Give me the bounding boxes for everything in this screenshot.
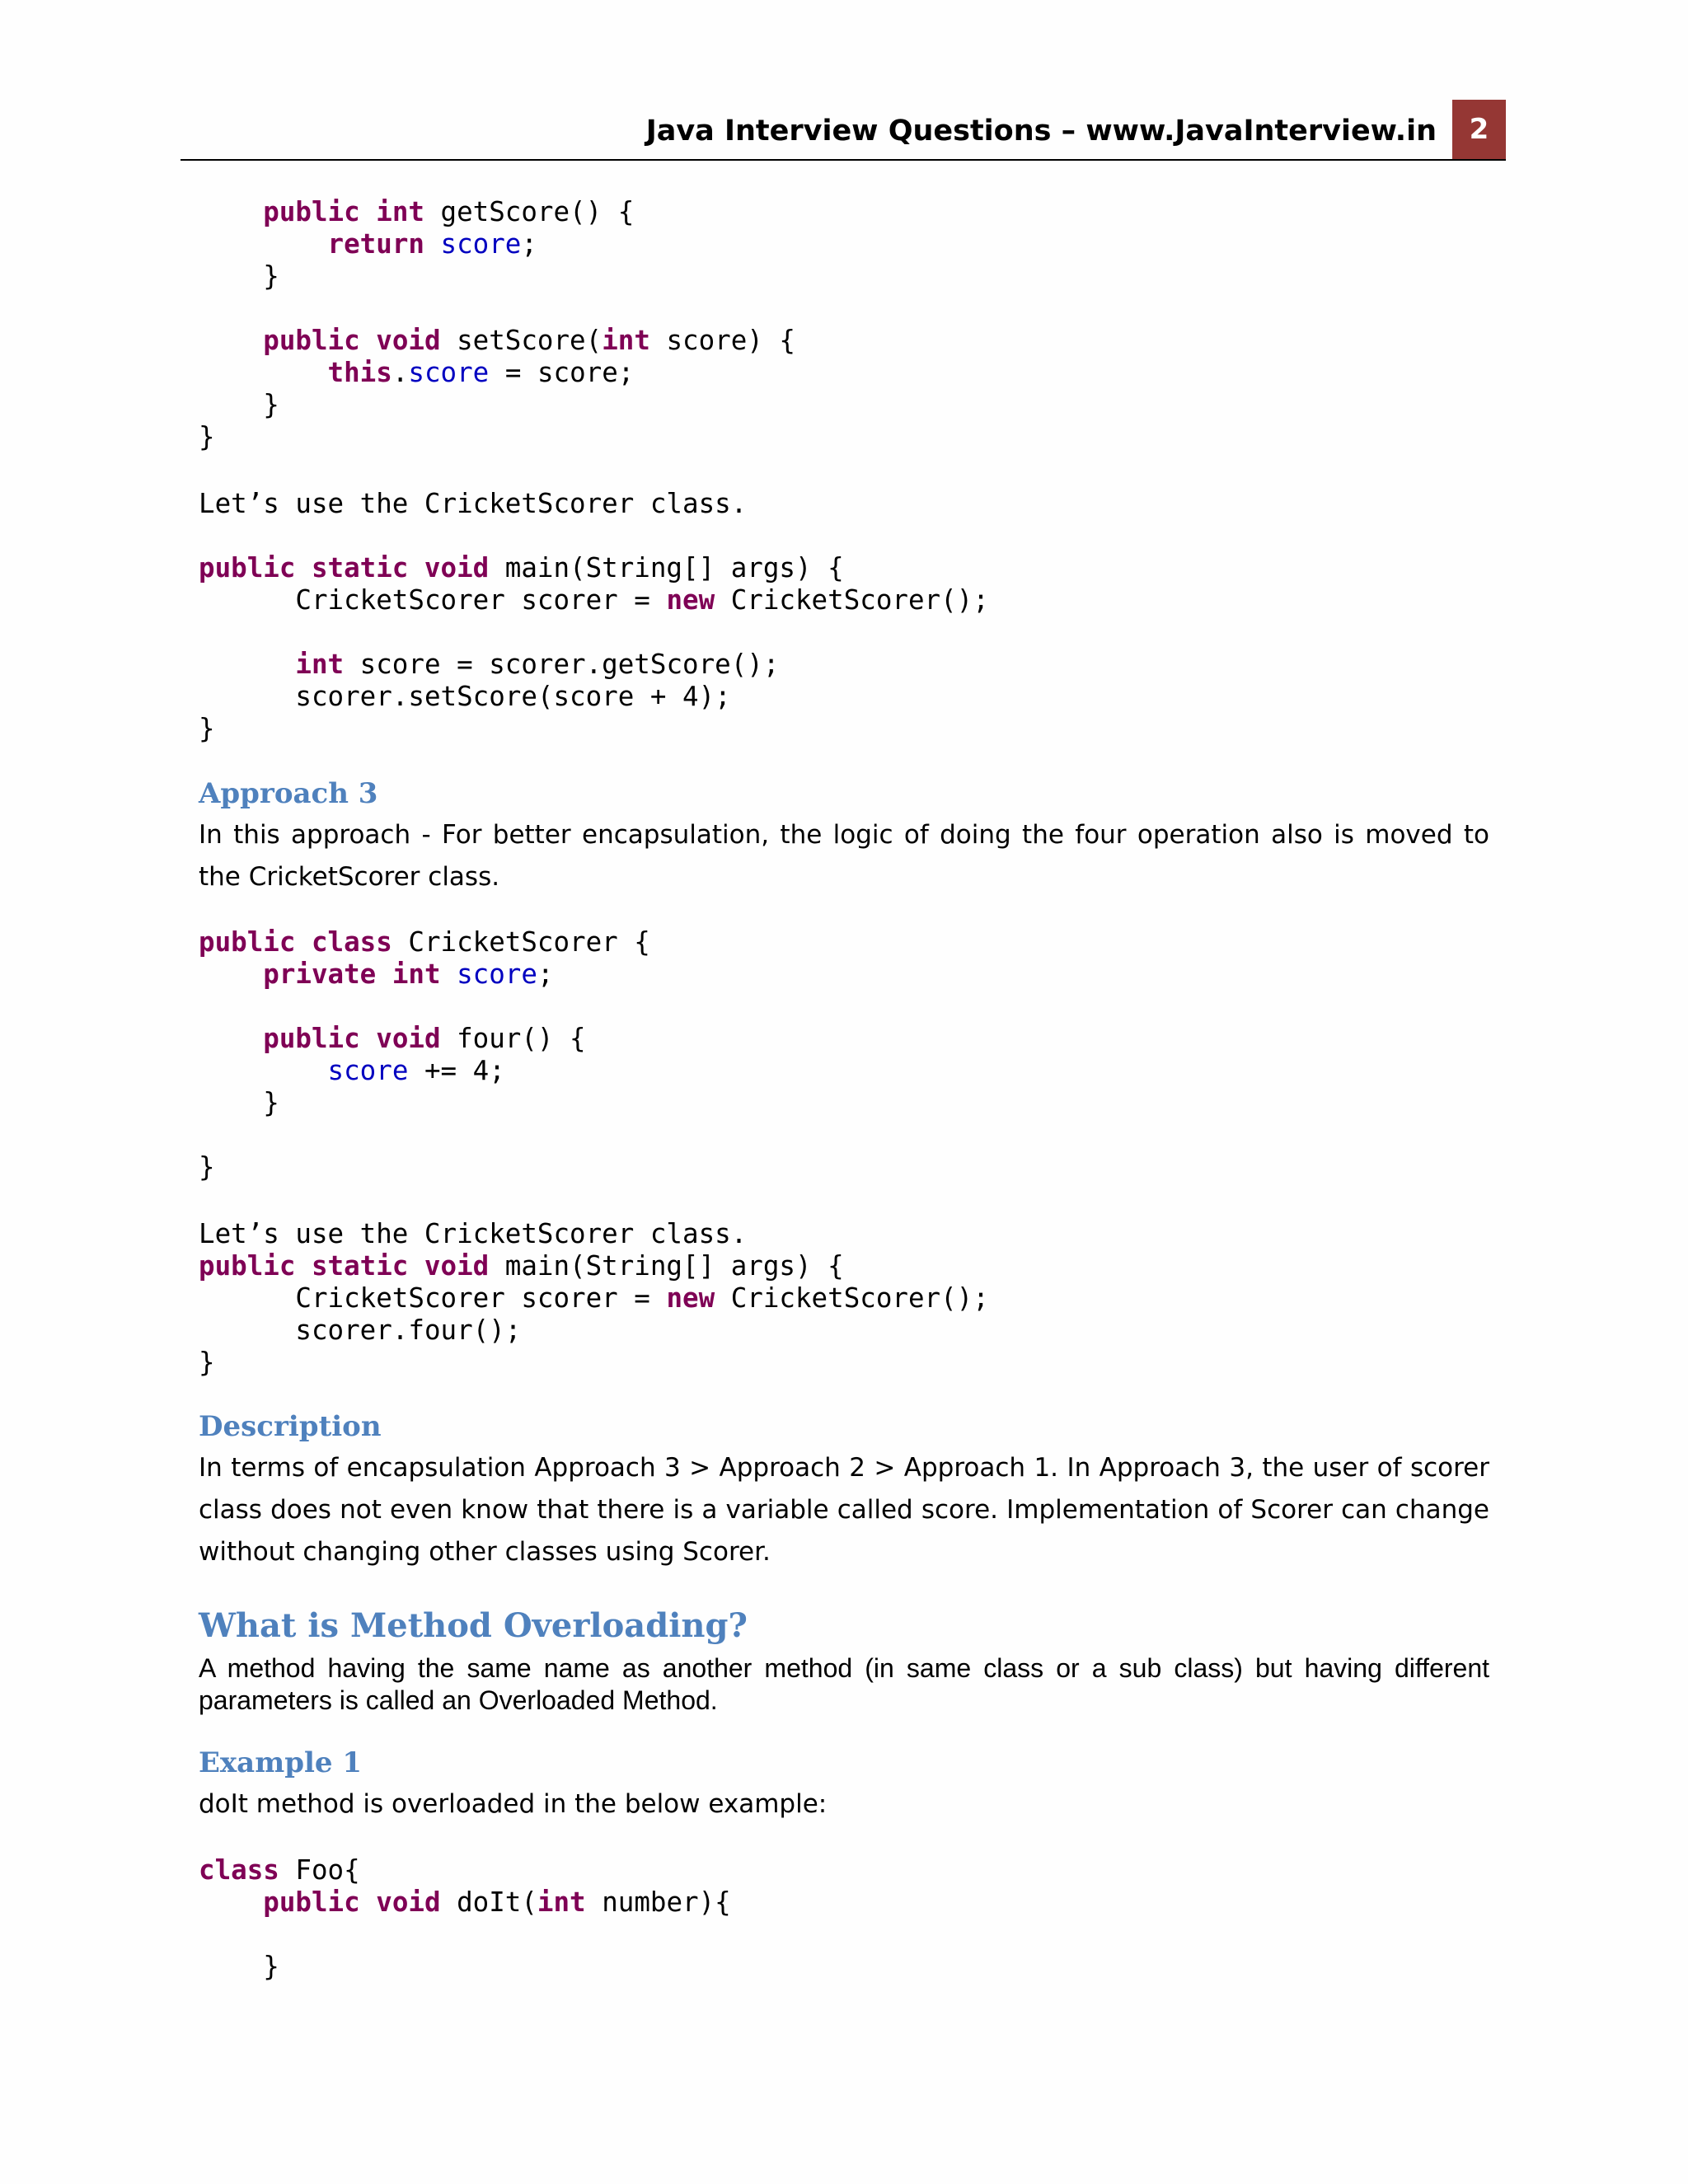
code-line: Let’s use the CricketScorer class. <box>199 1218 748 1249</box>
code-line: } <box>263 389 279 420</box>
code-line: int score = scorer.getScore(); <box>295 649 780 680</box>
code-line: this.score = score; <box>327 357 635 388</box>
code-line: scorer.setScore(score + 4); <box>295 681 731 712</box>
code-line: public void four() { <box>263 1023 586 1054</box>
code-block-foo <box>199 1854 731 1983</box>
code-block-cricket-scorer <box>199 926 650 1183</box>
code-line: } <box>263 1087 279 1118</box>
code-line: } <box>263 1951 279 1982</box>
heading-approach-3: Approach 3 <box>199 777 378 810</box>
code-line: public int getScore() { <box>263 196 635 227</box>
code-line: scorer.four(); <box>295 1315 522 1346</box>
code-line: public static void main(String[] args) { <box>199 1250 844 1282</box>
code-line: return score; <box>327 228 537 260</box>
paragraph-description: In terms of encapsulation Approach 3 > Approach 2 > Approach 1. In Approach 3, the user of scorer class does not even know that there is a variable called score. Implementation of Scorer can change without changing other classes using Scorer. <box>199 1453 1489 1567</box>
code-line: } <box>199 1151 215 1183</box>
code-line: private int score; <box>263 958 554 990</box>
heading-method-overloading: What is Method Overloading? <box>199 1606 748 1645</box>
code-block-main-2 <box>199 1218 989 1379</box>
header-rule <box>181 159 1506 161</box>
code-text-lets-use: Let’s use the CricketScorer class. <box>199 488 748 519</box>
code-line: } <box>199 1347 215 1378</box>
code-line: public void setScore(int score) { <box>263 325 795 356</box>
paragraph-example-1: doIt method is overloaded in the below example: <box>199 1789 828 1819</box>
code-line: } <box>199 713 215 744</box>
paragraph-approach-3: In this approach - For better encapsulation, the logic of doing the four operation also is moved to the CricketScorer class. <box>199 820 1489 892</box>
code-line: public void doIt(int number){ <box>263 1886 731 1918</box>
code-block-main-1 <box>199 552 989 745</box>
code-line: } <box>263 260 279 292</box>
code-line: CricketScorer scorer = new CricketScorer(); <box>295 584 989 616</box>
paragraph-method-overloading: A method having the same name as another method (in same class or a sub class) but having different parameters is called an Overloaded Method. <box>199 1653 1489 1715</box>
code-line: public static void main(String[] args) { <box>199 552 844 583</box>
running-header: Java Interview Questions – www.JavaInterview.in <box>645 115 1437 148</box>
heading-description: Description <box>199 1410 382 1443</box>
code-line: score += 4; <box>327 1055 505 1086</box>
heading-example-1: Example 1 <box>199 1746 363 1779</box>
code-block-getter-setter <box>199 196 795 453</box>
page-number-badge: 2 <box>1452 100 1506 160</box>
code-line: CricketScorer scorer = new CricketScorer(); <box>295 1282 989 1314</box>
code-line: public class CricketScorer { <box>199 926 650 958</box>
code-line: } <box>199 421 215 452</box>
code-line: class Foo{ <box>199 1854 360 1886</box>
